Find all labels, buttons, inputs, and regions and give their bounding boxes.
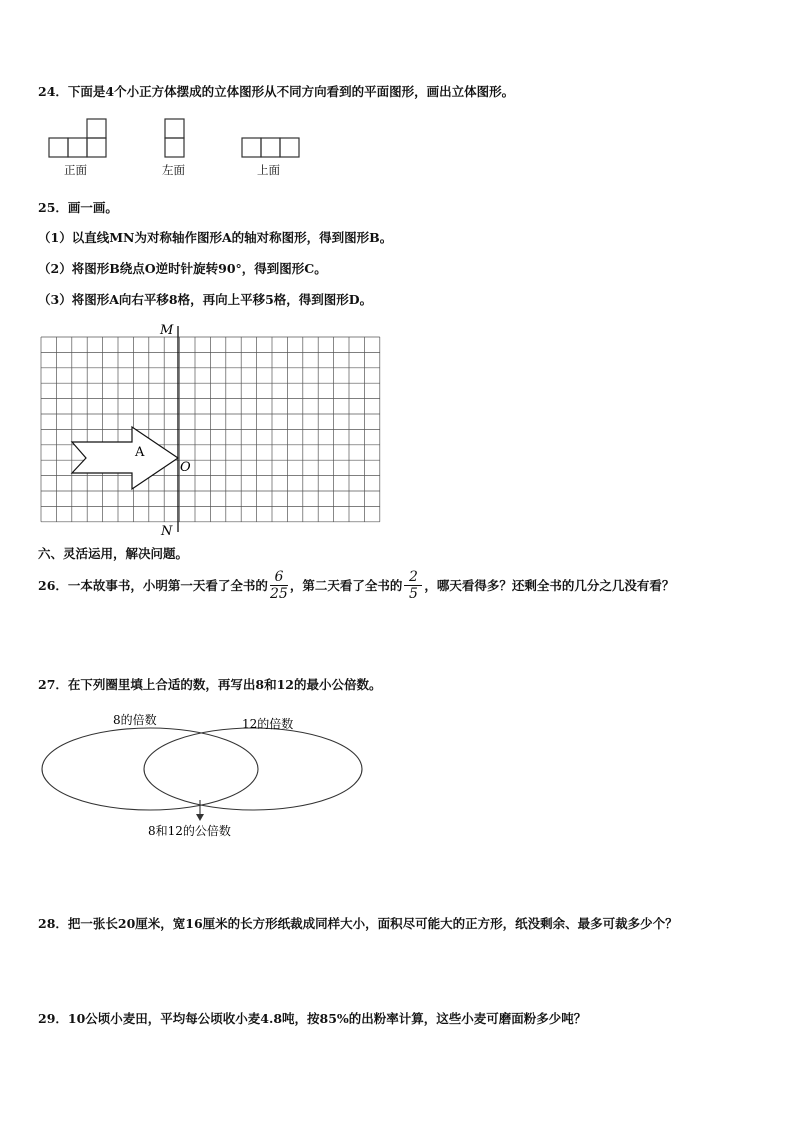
q27-text: 27．在下列圈里填上合适的数，再写出8和12的最小公倍数。	[38, 677, 382, 692]
q26-part2: ，第二天看了全书的	[289, 577, 403, 593]
venn-left-label: 8的倍数	[113, 713, 157, 727]
view-label-top: 上面	[257, 163, 280, 177]
label-o: O	[180, 460, 191, 475]
q26-frac1-den: 25	[269, 586, 288, 602]
q26-part3: ，哪天看得多？还剩全书的几分之几没有看？	[424, 577, 675, 593]
left-view	[165, 119, 184, 157]
venn-bottom-label: 8和12的公倍数	[148, 824, 231, 838]
q25-step-2: （2）将图形B绕点O逆时针旋转90°，得到图形C。	[38, 261, 327, 276]
view-label-front: 正面	[64, 163, 87, 177]
venn-pointer-head	[196, 814, 204, 821]
q25-step-1: （1）以直线MN为对称轴作图形A的轴对称图形，得到图形B。	[38, 230, 393, 245]
q26-line	[38, 569, 674, 602]
q26-frac2-den: 5	[408, 586, 418, 602]
venn-right	[144, 728, 362, 810]
venn-left	[42, 728, 258, 810]
q25-step-3: （3）将图形A向右平移8格，再向上平移5格，得到图形D。	[38, 292, 373, 307]
label-a: A	[135, 445, 145, 460]
shape-a	[72, 427, 178, 489]
label-m: M	[160, 323, 174, 338]
q26-part1: 26．一本故事书，小明第一天看了全书的	[38, 577, 268, 593]
venn-right-label: 12的倍数	[242, 717, 294, 731]
section6-title: 六、灵活运用，解决问题。	[38, 546, 189, 561]
q24-text: 24．下面是4个小正方体摆成的立体图形从不同方向看到的平面图形，画出立体图形。	[38, 84, 515, 99]
q26-frac2-num: 2	[408, 569, 418, 585]
q29-text: 29．10公顷小麦田，平均每公顷收小麦4.8吨，按85%的出粉率计算，这些小麦可磨面粉多少吨？	[38, 1011, 587, 1026]
q24-views-figure	[45, 116, 315, 164]
q26-fraction-2	[404, 569, 422, 602]
label-n: N	[161, 524, 173, 539]
q28-text: 28．把一张长20厘米，宽16厘米的长方形纸裁成同样大小，面积尽可能大的正方形，纸没剩余、最多可裁多少个？	[38, 916, 678, 931]
q25-grid-figure	[30, 318, 390, 540]
q27-venn-figure	[38, 708, 378, 843]
q26-frac1-num: 6	[274, 569, 284, 585]
top-view	[242, 138, 299, 157]
view-label-left: 左面	[162, 163, 185, 177]
grid	[41, 337, 380, 522]
q25-title: 25．画一画。	[38, 200, 118, 215]
q26-fraction-1	[270, 569, 288, 602]
front-view	[49, 119, 106, 157]
